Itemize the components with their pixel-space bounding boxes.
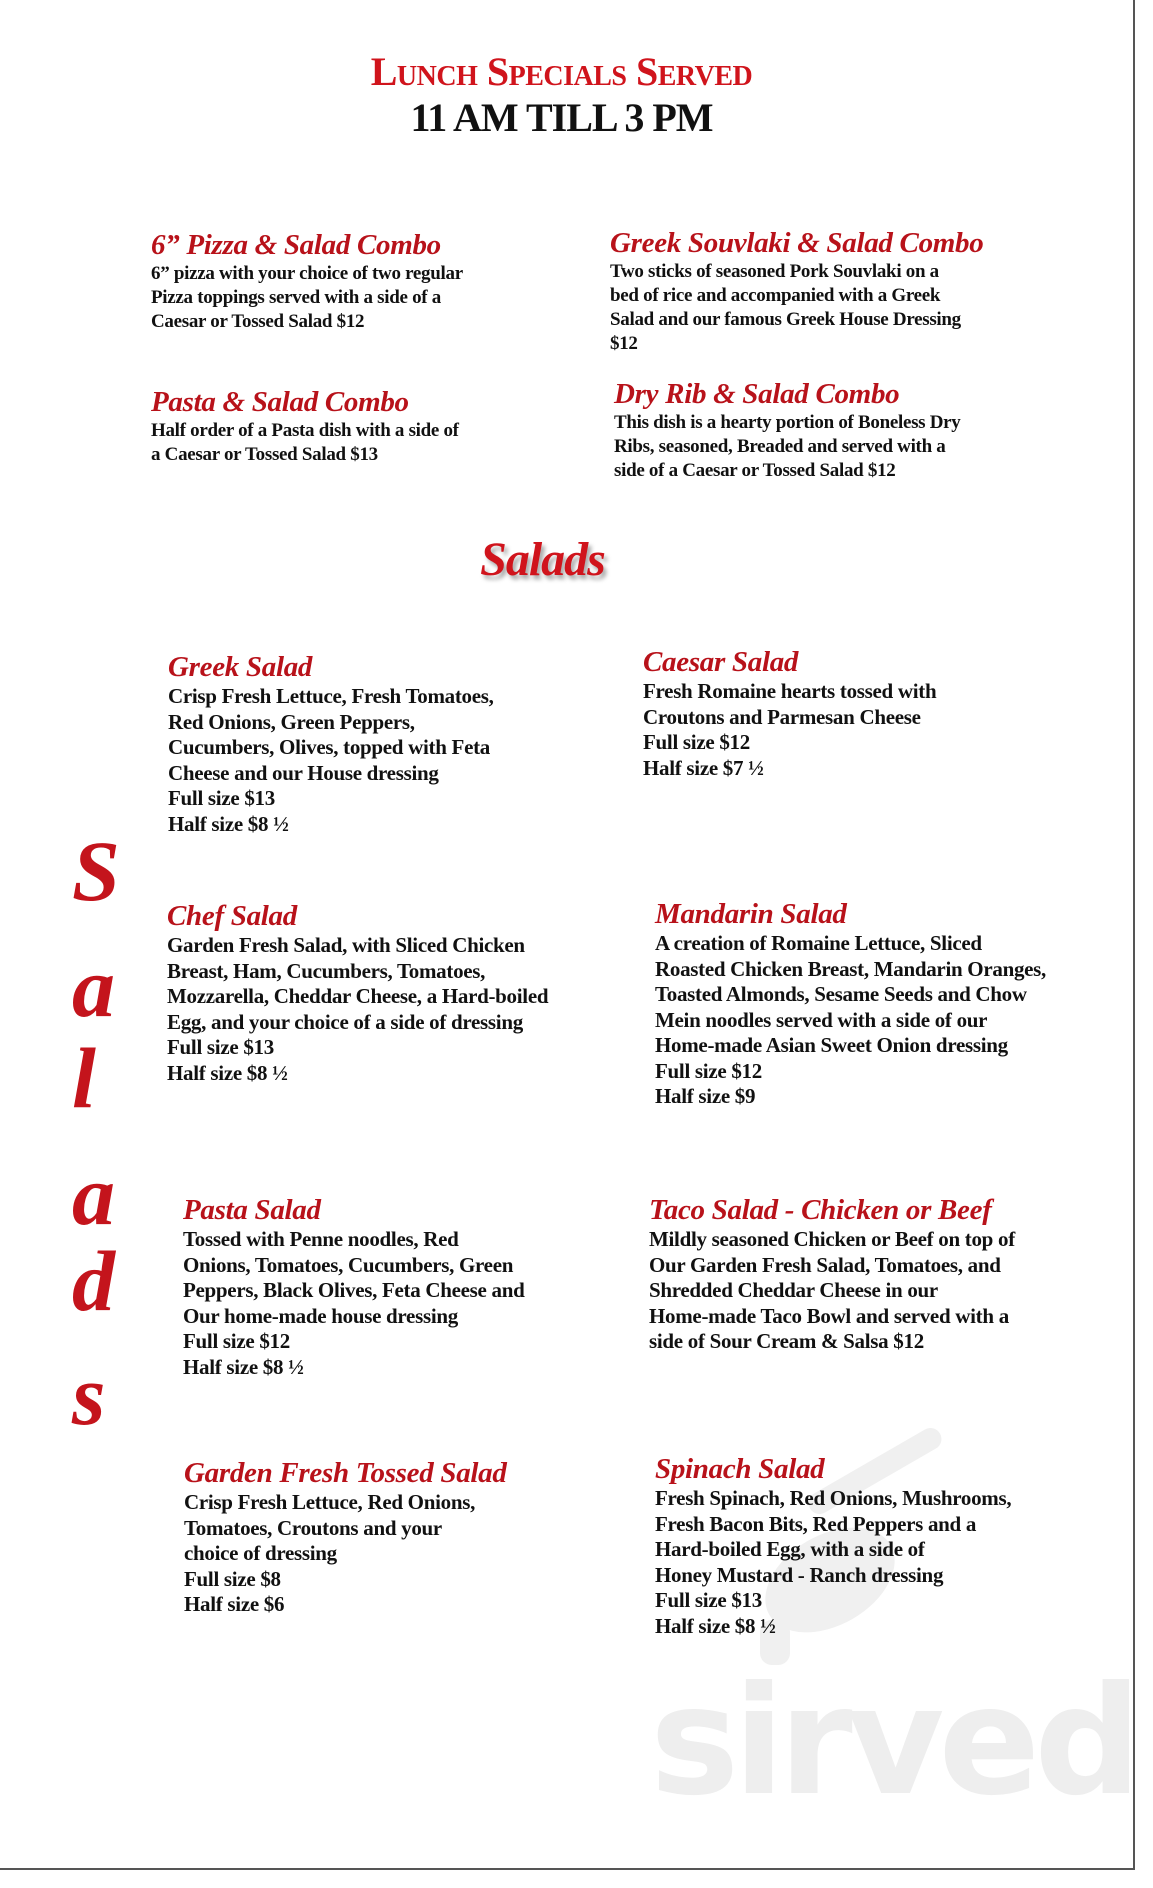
salad-description-line: Home-made Asian Sweet Onion dressing: [655, 1033, 1008, 1057]
combo-description-line: a Caesar or Tossed Salad $13: [151, 444, 378, 465]
salad-description-line: Full size $12: [643, 730, 750, 754]
combo-name: Pasta & Salad Combo: [151, 386, 409, 418]
salad-description-line: Crisp Fresh Lettuce, Red Onions,: [184, 1490, 476, 1514]
salad-item: [168, 650, 494, 837]
salad-description-line: Half size $8 ½: [183, 1354, 304, 1379]
salad-description-line: Breast, Ham, Cucumbers, Tomatoes,: [167, 958, 486, 983]
salad-name: Pasta Salad: [183, 1194, 321, 1226]
salad-description-line: Half size $7 ½: [643, 755, 764, 780]
salad-description-line: Shredded Cheddar Cheese in our: [649, 1278, 938, 1302]
combo-description-line: Pizza toppings served with a side of a: [151, 287, 441, 308]
combo-description-line: Salad and our famous Greek House Dressing: [610, 309, 961, 330]
combo-item: [151, 228, 463, 334]
salad-description-line: Toasted Almonds, Sesame Seeds and Chow: [655, 982, 1027, 1006]
salad-description-line: Half size $8 ½: [655, 1613, 776, 1638]
salad-name: Garden Fresh Tossed Salad: [184, 1457, 507, 1489]
salad-description-line: Roasted Chicken Breast, Mandarin Oranges,: [655, 956, 1046, 981]
salad-description-line: Cucumbers, Olives, topped with Feta: [168, 735, 490, 759]
salad-description-line: Home-made Taco Bowl and served with a: [649, 1303, 1009, 1328]
lunch-hours: 11 AM TILL 3 PM: [410, 95, 713, 140]
salad-description-line: Full size $8: [184, 1566, 281, 1591]
salad-description-line: Full size $13: [167, 1035, 274, 1059]
combo-item: [614, 377, 960, 483]
vertical-salads-letter: s: [72, 1347, 106, 1443]
salad-description-line: Onions, Tomatoes, Cucumbers, Green: [183, 1252, 514, 1277]
salad-description-line: Fresh Spinach, Red Onions, Mushrooms,: [655, 1486, 1012, 1510]
salad-name: Spinach Salad: [655, 1453, 825, 1485]
lunch-specials-title: Lunch Specials Served: [370, 49, 753, 94]
combo-description-line: $12: [610, 333, 638, 354]
salad-description-line: Mildly seasoned Chicken or Beef on top of: [649, 1227, 1015, 1251]
combo-item: [610, 226, 983, 356]
salad-name: Taco Salad - Chicken or Beef: [649, 1194, 992, 1226]
salad-description-line: Tossed with Penne noodles, Red: [183, 1227, 459, 1251]
salad-description-line: Red Onions, Green Peppers,: [168, 709, 415, 734]
vertical-salads-letter: d: [72, 1233, 115, 1329]
combo-description-line: bed of rice and accompanied with a Greek: [610, 285, 941, 306]
salad-description-line: Full size $13: [168, 786, 275, 810]
salad-item: [183, 1193, 525, 1380]
salad-item: [655, 1452, 1011, 1639]
combo-description-line: 6” pizza with your choice of two regular: [151, 263, 463, 284]
vertical-salads-letter: S: [72, 823, 120, 919]
salad-description-line: Half size $8 ½: [168, 811, 289, 836]
salads-section-title: Salads: [480, 533, 605, 586]
salad-description-line: Half size $8 ½: [167, 1060, 288, 1085]
combo-name: Greek Souvlaki & Salad Combo: [610, 227, 984, 259]
salad-description-line: Our Garden Fresh Salad, Tomatoes, and: [649, 1252, 1001, 1277]
salad-item: [184, 1456, 507, 1618]
vertical-salads-letter: l: [72, 1030, 96, 1126]
salad-description-line: Tomatoes, Croutons and your: [184, 1515, 442, 1540]
salad-item: [643, 645, 936, 781]
salad-description-line: Half size $9: [655, 1084, 756, 1108]
combo-description-line: Caesar or Tossed Salad $12: [151, 311, 365, 332]
salad-name: Greek Salad: [168, 651, 313, 683]
vertical-salads-letter: a: [72, 939, 115, 1035]
salad-description-line: side of Sour Cream & Salsa $12: [649, 1329, 924, 1353]
salad-description-line: Croutons and Parmesan Cheese: [643, 704, 921, 729]
salad-description-line: Full size $12: [655, 1058, 762, 1083]
combo-description-line: This dish is a hearty portion of Boneless Dry: [614, 412, 961, 433]
salad-description-line: Peppers, Black Olives, Feta Cheese and: [183, 1278, 525, 1302]
vertical-salads-letter: a: [72, 1147, 115, 1243]
combo-description-line: Two sticks of seasoned Pork Souvlaki on a: [610, 261, 939, 282]
salad-item: [167, 899, 548, 1086]
salad-description-line: Honey Mustard - Ranch dressing: [655, 1562, 944, 1587]
salad-description-line: A creation of Romaine Lettuce, Sliced: [655, 931, 982, 955]
salad-name: Mandarin Salad: [655, 898, 847, 930]
sirved-watermark: sirved: [650, 1655, 1136, 1829]
page-border-bottom: [0, 1868, 1135, 1870]
salad-description-line: Hard-boiled Egg, with a side of: [655, 1537, 925, 1561]
salad-description-line: Fresh Bacon Bits, Red Peppers and a: [655, 1511, 977, 1536]
page-border-right: [1133, 0, 1135, 1870]
salad-description-line: Garden Fresh Salad, with Sliced Chicken: [167, 933, 525, 957]
salad-description-line: Full size $13: [655, 1588, 762, 1612]
salad-description-line: Full size $12: [183, 1329, 290, 1353]
combo-item: [151, 385, 459, 467]
combo-description-line: Half order of a Pasta dish with a side of: [151, 420, 459, 441]
salad-description-line: Egg, and your choice of a side of dressing: [167, 1009, 523, 1034]
combo-description-line: Ribs, seasoned, Breaded and served with a: [614, 436, 946, 457]
salad-item: [649, 1193, 1015, 1355]
salad-description-line: Fresh Romaine hearts tossed with: [643, 679, 937, 703]
salad-description-line: Mozzarella, Cheddar Cheese, a Hard-boiled: [167, 984, 549, 1008]
salad-description-line: Our home-made house dressing: [183, 1303, 458, 1328]
salad-name: Chef Salad: [167, 900, 297, 932]
combo-name: Dry Rib & Salad Combo: [614, 378, 900, 410]
combo-name: 6” Pizza & Salad Combo: [151, 229, 441, 261]
salad-description-line: Half size $6: [184, 1592, 285, 1616]
salad-description-line: Mein noodles served with a side of our: [655, 1007, 988, 1032]
salad-name: Caesar Salad: [643, 646, 799, 678]
salad-item: [655, 897, 1046, 1110]
salad-description-line: choice of dressing: [184, 1541, 337, 1565]
salad-description-line: Cheese and our House dressing: [168, 760, 439, 785]
salad-description-line: Crisp Fresh Lettuce, Fresh Tomatoes,: [168, 684, 494, 708]
combo-description-line: side of a Caesar or Tossed Salad $12: [614, 460, 896, 481]
